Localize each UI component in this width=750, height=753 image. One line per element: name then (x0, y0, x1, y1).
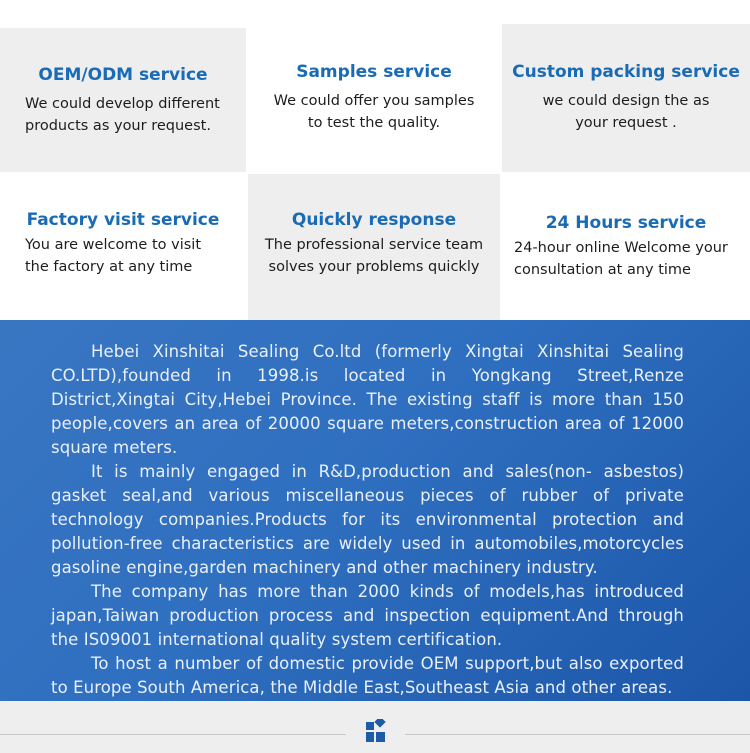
service-title: Samples service (296, 62, 452, 82)
about-paragraph: It is mainly engaged in R&D,production and sales(non- asbestos) gasket seal,and various miscellaneous pieces of rubber of private technology companies.Products for its environmental protection and pollution-free characteristics are widely used in automobiles,motorcycles gasoline engine,garden machinery and other machinery industry. (51, 462, 684, 577)
service-title: 24 Hours service (545, 213, 707, 233)
footer-divider (0, 701, 750, 753)
service-title: Custom packing service (512, 62, 740, 82)
service-card-samples (248, 24, 500, 172)
service-card-quick-response (248, 174, 500, 320)
service-text: We could develop different products as your request. (25, 96, 220, 134)
service-text: We could offer you samples to test the quality. (273, 93, 475, 131)
service-text: The professional service team solves your problems quickly (264, 237, 484, 275)
service-card-custom-packing (502, 24, 750, 172)
service-text: 24-hour online Welcome your consultation at any time (514, 240, 728, 278)
about-paragraph: To host a number of domestic provide OEM support,but also exported to Europe South America, the Middle East,Southeast Asia and other areas. (51, 654, 684, 697)
service-text: You are welcome to visit the factory at any time (25, 237, 202, 275)
service-title: OEM/ODM service (38, 65, 208, 85)
service-title: Quickly response (291, 210, 457, 230)
brand-logo-icon (365, 719, 389, 743)
service-card-24-hours (502, 172, 750, 320)
service-card-factory-visit (0, 172, 246, 320)
service-title: Factory visit service (26, 210, 220, 230)
company-about-panel (0, 320, 750, 701)
about-paragraph: The company has more than 2000 kinds of models,has introduced japan,Taiwan production process and inspection equipment.And through the IS09001 international quality system certification. (51, 582, 684, 649)
services-grid (0, 24, 750, 320)
service-text: we could design the as your request . (542, 93, 710, 131)
divider-line-right (405, 734, 750, 735)
about-paragraph: Hebei Xinshitai Sealing Co.ltd (formerly Xingtai Xinshitai Sealing CO.LTD),founded in 1998.is located in Yongkang Street,Renze District,Xingtai City,Hebei Province. The existing staff is more than 150 people,covers an area of 20000 square meters,construction area of 12000 square meters. (51, 342, 684, 457)
divider-line-left (0, 734, 346, 735)
service-card-oem-odm (0, 28, 246, 172)
